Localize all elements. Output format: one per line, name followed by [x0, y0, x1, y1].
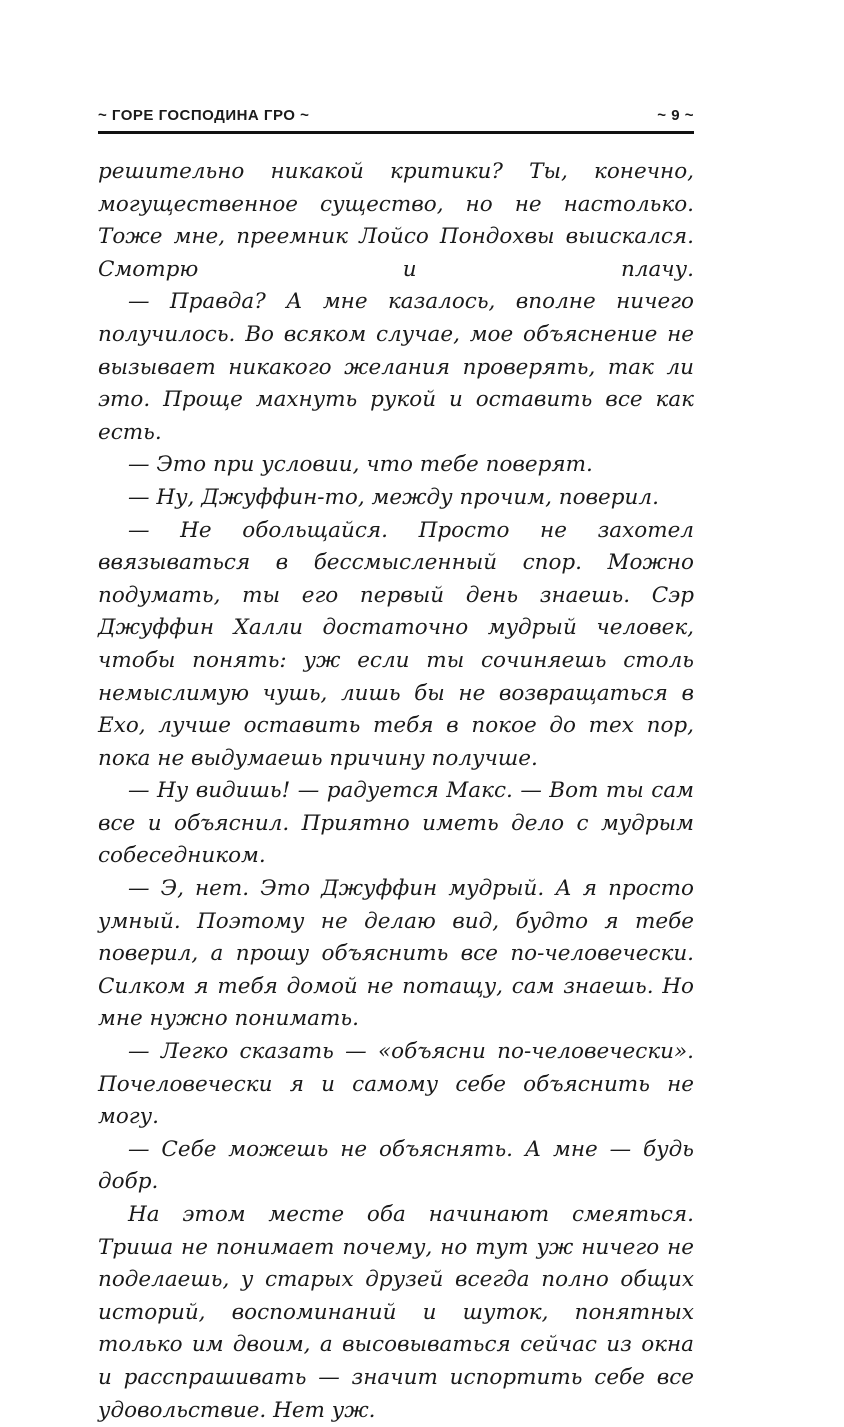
paragraph-text: — Ну видишь! — радуется Макс. — Вот ты сам все и объяснил. Приятно иметь дело с мудрым собеседником.: [98, 778, 694, 869]
paragraph-text: — Это при условии, что тебе поверят.: [128, 452, 593, 478]
paragraph-text: — Ну, Джуффин-то, между прочим, поверил.: [128, 484, 659, 510]
paragraph-text: — Э, нет. Это Джуффин мудрый. А я просто умный. Поэтому не делаю вид, будто я тебе поверил, а прошу объяснить все по-человечески. Силком я тебя домой не потащу, сам знаешь. Но мне нужно понимать.: [98, 876, 694, 1032]
running-title: ~ ГОРЕ ГОСПОДИНА ГРО ~: [98, 107, 310, 124]
paragraph: [98, 1134, 694, 1199]
paragraph: [98, 873, 694, 1036]
paragraph-text: — Не обольщайся. Просто не захотел ввязываться в бессмысленный спор. Можно подумать, ты его первый день знаешь. Сэр Джуффин Халли достаточно мудрый человек, чтобы понять: уж если ты сочиняешь столь немыслимую чушь, лишь бы не возвращаться в Ехо, лучше оставить тебя в покое до тех пор, пока не выдумаешь причину получше.: [98, 517, 694, 771]
paragraph: [98, 1199, 694, 1427]
paragraph-text: решительно никакой критики? Ты, конечно, могущественное существо, но не настолько. Тоже мне, преемник Лойсо Пондохвы выискался. Смотрю и плачу.: [98, 159, 694, 282]
paragraph-text: — Легко сказать — «объясни по-человечески». Почеловечески я и самому себе объяснить не могу.: [98, 1039, 694, 1130]
page-header: [98, 103, 694, 134]
paragraph: [98, 156, 694, 286]
page-number: ~ 9 ~: [657, 107, 694, 124]
paragraph-text: На этом месте оба начинают смеяться. Триша не понимает почему, но тут уж ничего не поделаешь, у старых друзей всегда полно общих историй, воспоминаний и шуток, понятных только им двоим, а высовываться сейчас из окна и расспрашивать — значит испортить себе все удовольствие. Нет уж.: [98, 1202, 694, 1423]
paragraph-text: — Себе можешь не объяснять. А мне — будь добр.: [98, 1136, 694, 1195]
paragraph: [98, 286, 694, 449]
paragraph: [98, 449, 694, 482]
body-text: [98, 156, 694, 1427]
paragraph-text: — Правда? А мне казалось, вполне ничего получилось. Во всяком случае, мое объяснение не вызывает никакого желания проверять, так ли это. Проще махнуть рукой и оставить все как есть.: [98, 289, 694, 445]
paragraph: [98, 1036, 694, 1134]
paragraph: [98, 482, 694, 515]
paragraph: [98, 515, 694, 776]
paragraph: [98, 775, 694, 873]
